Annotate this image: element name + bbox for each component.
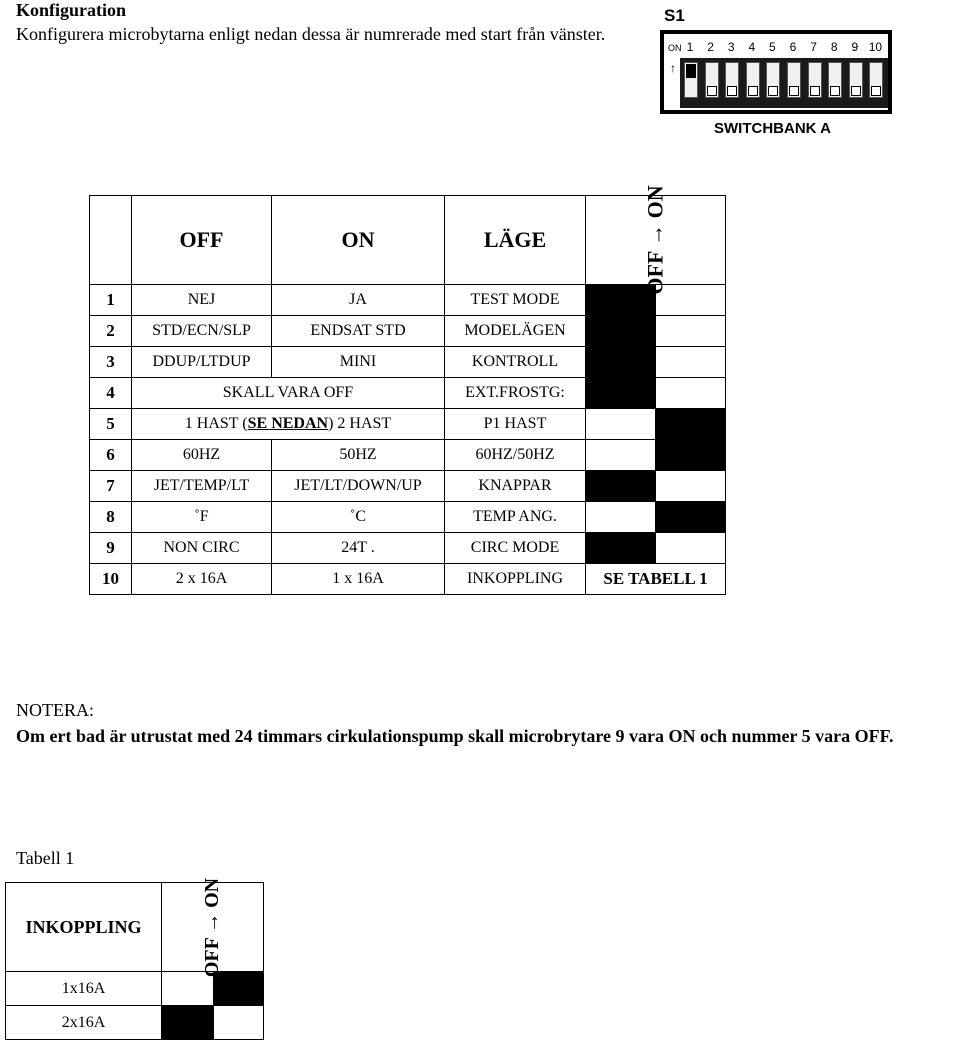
switch-knob bbox=[871, 86, 881, 96]
switch-slot bbox=[746, 62, 760, 98]
table1-direction-off: OFF bbox=[201, 937, 223, 977]
config-table bbox=[89, 185, 726, 595]
row-on-value: 24T . bbox=[272, 533, 445, 564]
row-off-value: NON CIRC bbox=[132, 533, 272, 564]
row-text: 1 HAST ( bbox=[184, 415, 248, 432]
table-row bbox=[90, 564, 726, 595]
table1-row-label: 2x16A bbox=[6, 1006, 162, 1040]
row-on-value: JET/LT/DOWN/UP bbox=[272, 471, 445, 502]
switch-slot bbox=[725, 62, 739, 98]
row-number: 5 bbox=[90, 409, 132, 440]
switch-knob bbox=[686, 64, 696, 78]
switch-on-cell bbox=[656, 502, 726, 533]
switch-number: 8 bbox=[830, 40, 838, 54]
row-text: ) 2 HAST bbox=[328, 415, 392, 432]
row-mode: CIRC MODE bbox=[445, 533, 586, 564]
page-title: Konfiguration bbox=[16, 0, 127, 20]
switch-slot bbox=[684, 62, 698, 98]
row-number: 6 bbox=[90, 440, 132, 471]
intro-text: Konfigurera microbytarna enligt nedan dessa är numrerade med start från vänster. bbox=[16, 24, 606, 44]
switch-on-cell bbox=[656, 471, 726, 502]
row-mode: 60HZ/50HZ bbox=[445, 440, 586, 471]
row-combined-value bbox=[132, 409, 445, 440]
switch-number-row bbox=[682, 40, 888, 54]
table1-title: Tabell 1 bbox=[16, 848, 75, 868]
row-mode: KNAPPAR bbox=[445, 471, 586, 502]
switch-off-cell bbox=[586, 347, 656, 378]
switch-slot bbox=[705, 62, 719, 98]
switch-knob bbox=[810, 86, 820, 96]
row-mode: KONTROLL bbox=[445, 347, 586, 378]
table-row bbox=[90, 347, 726, 378]
row-number: 7 bbox=[90, 471, 132, 502]
row-mode: INKOPPLING bbox=[445, 564, 586, 595]
table-row bbox=[90, 285, 726, 316]
table-row bbox=[90, 533, 726, 564]
switch-knob bbox=[851, 86, 861, 96]
switch-off-cell bbox=[586, 533, 656, 564]
table-row bbox=[90, 409, 726, 440]
switchbank-label: SWITCHBANK A bbox=[714, 120, 831, 137]
table-row bbox=[90, 440, 726, 471]
switch-number: 5 bbox=[769, 40, 776, 54]
switch-on-cell bbox=[656, 440, 726, 471]
switch-knob bbox=[727, 86, 737, 96]
table1-header: INKOPPLING bbox=[6, 883, 162, 972]
switch-on-cell bbox=[214, 1006, 264, 1040]
row-combined-value: SKALL VARA OFF bbox=[132, 378, 445, 409]
note-heading: NOTERA: bbox=[16, 700, 94, 720]
switch-slot bbox=[849, 62, 863, 98]
row-off-value: ˚F bbox=[132, 502, 272, 533]
row-number: 8 bbox=[90, 502, 132, 533]
switch-on-cell bbox=[656, 347, 726, 378]
switch-slot bbox=[869, 62, 883, 98]
row-on-value: ENDSAT STD bbox=[272, 316, 445, 347]
table1-direction bbox=[162, 877, 264, 977]
table1-direction-on: ON bbox=[201, 877, 223, 908]
row-off-value: DDUP/LTDUP bbox=[132, 347, 272, 378]
row-number: 10 bbox=[90, 564, 132, 595]
arrow-right-icon: → bbox=[642, 223, 668, 246]
switch-off-cell bbox=[586, 316, 656, 347]
row-off-value: 2 x 16A bbox=[132, 564, 272, 595]
row-mode: EXT.FROSTG: bbox=[445, 378, 586, 409]
header-mode: LÄGE bbox=[445, 196, 586, 285]
switch-knob bbox=[789, 86, 799, 96]
switch-off-cell bbox=[586, 409, 656, 440]
switch-on-label: ON bbox=[668, 43, 682, 53]
table-row bbox=[90, 502, 726, 533]
arrow-up-icon: ↑ bbox=[670, 61, 676, 75]
table-row bbox=[6, 1006, 264, 1040]
switch-knob bbox=[707, 86, 717, 96]
arrow-right-icon: → bbox=[201, 912, 223, 933]
switch-on-cell bbox=[656, 533, 726, 564]
switch-off-cell bbox=[586, 378, 656, 409]
table-row bbox=[90, 316, 726, 347]
switch-number: 9 bbox=[851, 40, 859, 54]
switch-slot-strip bbox=[680, 58, 888, 108]
switch-off-cell bbox=[586, 440, 656, 471]
switch-number: 3 bbox=[727, 40, 735, 54]
header-direction bbox=[586, 185, 726, 295]
switch-slot bbox=[808, 62, 822, 98]
switch-slot bbox=[787, 62, 801, 98]
row-off-value: NEJ bbox=[132, 285, 272, 316]
row-on-value: 1 x 16A bbox=[272, 564, 445, 595]
switch-number: 7 bbox=[810, 40, 817, 54]
switch-knob bbox=[768, 86, 778, 96]
row-on-value: JA bbox=[272, 285, 445, 316]
row-off-value: STD/ECN/SLP bbox=[132, 316, 272, 347]
switch-number: 4 bbox=[748, 40, 756, 54]
switch-number: 2 bbox=[707, 40, 714, 54]
row-number: 1 bbox=[90, 285, 132, 316]
row-off-value: 60HZ bbox=[132, 440, 272, 471]
switchbank-graphic bbox=[660, 30, 892, 114]
row-mode: TEST MODE bbox=[445, 285, 586, 316]
header-off: OFF bbox=[132, 196, 272, 285]
table-row bbox=[6, 972, 264, 1006]
switch-knob bbox=[830, 86, 840, 96]
table-row bbox=[90, 471, 726, 502]
header-on: ON bbox=[272, 196, 445, 285]
table1-row-label: 1x16A bbox=[6, 972, 162, 1006]
row-on-value: MINI bbox=[272, 347, 445, 378]
switch-off-cell bbox=[162, 1006, 214, 1040]
switch-number: 6 bbox=[789, 40, 797, 54]
row-mode: TEMP ANG. bbox=[445, 502, 586, 533]
row-mode: P1 HAST bbox=[445, 409, 586, 440]
row-number: 4 bbox=[90, 378, 132, 409]
switch-on-cell bbox=[656, 409, 726, 440]
table-row bbox=[90, 378, 726, 409]
row-off-value: JET/TEMP/LT bbox=[132, 471, 272, 502]
row-number: 2 bbox=[90, 316, 132, 347]
table1 bbox=[5, 877, 264, 1040]
header-direction-off: OFF bbox=[642, 251, 668, 295]
switch-on-cell bbox=[656, 378, 726, 409]
switch-off-cell bbox=[586, 471, 656, 502]
switch-slot bbox=[828, 62, 842, 98]
switch-off-cell bbox=[586, 502, 656, 533]
note-text: Om ert bad är utrustat med 24 timmars cirkulationspump skall microbrytare 9 vara ON och nummer 5 vara OFF. bbox=[16, 726, 894, 746]
row-number: 3 bbox=[90, 347, 132, 378]
row-setting-text: SE TABELL 1 bbox=[586, 564, 726, 595]
header-direction-on: ON bbox=[642, 185, 668, 219]
switch-knob bbox=[748, 86, 758, 96]
switch-number: 1 bbox=[686, 40, 694, 54]
switch-s1-label: S1 bbox=[664, 6, 685, 25]
see-below-link: SE NEDAN bbox=[247, 415, 329, 432]
switch-on-cell bbox=[656, 316, 726, 347]
switch-slot bbox=[766, 62, 780, 98]
row-on-value: 50HZ bbox=[272, 440, 445, 471]
row-mode: MODELÄGEN bbox=[445, 316, 586, 347]
row-number: 9 bbox=[90, 533, 132, 564]
row-on-value: ˚C bbox=[272, 502, 445, 533]
switch-number: 10 bbox=[868, 40, 883, 54]
